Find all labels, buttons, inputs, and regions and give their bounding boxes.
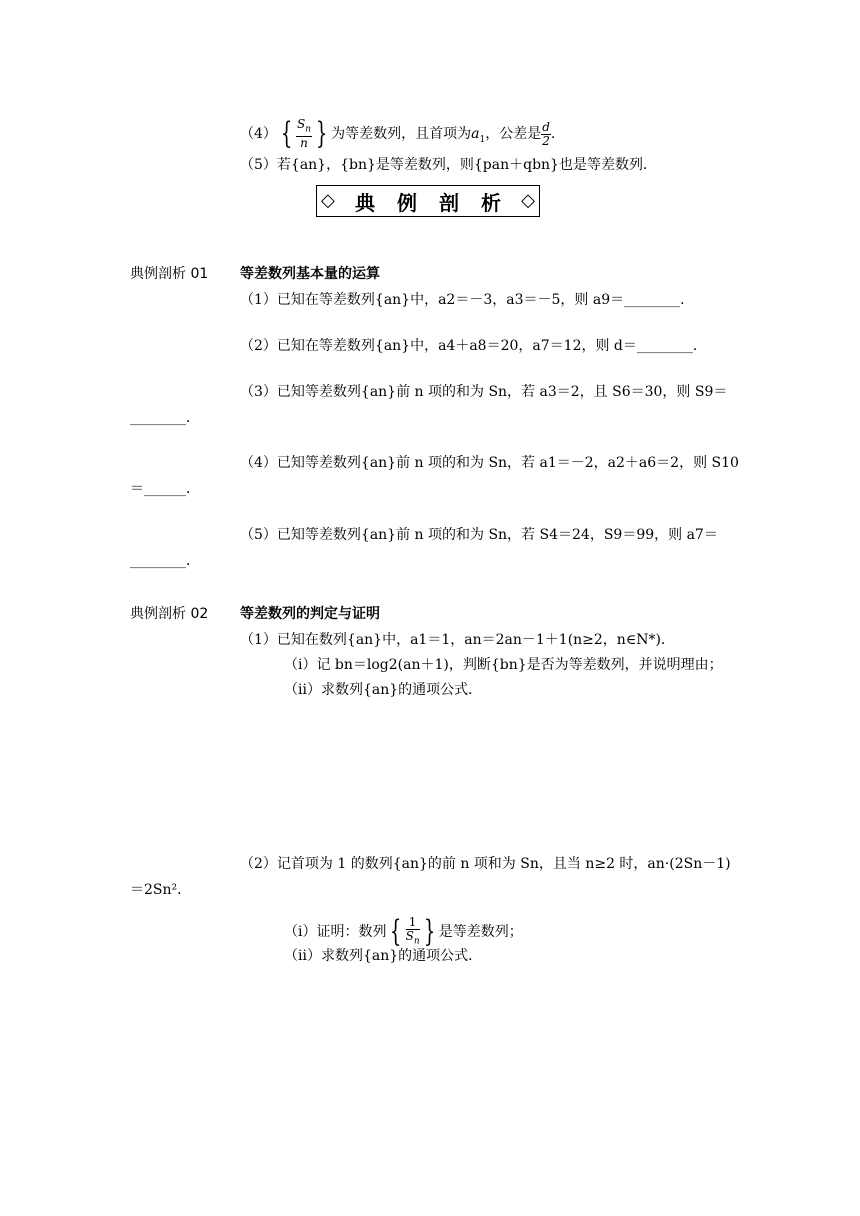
s1-question-4: （4）已知等差数列{an}前 n 项的和为 Sn，若 a1＝－2，a2＋a6＝2，则 S10 — [240, 455, 739, 471]
s1-question-3: （3）已知等差数列{an}前 n 项的和为 Sn，若 a3＝2，且 S6＝30，则 S9＝ — [240, 384, 728, 400]
s2-question-2-cont: ＝2Sn²． — [130, 882, 192, 898]
diamond-left-icon: ◇ — [321, 190, 335, 211]
diamond-right-icon: ◇ — [521, 190, 535, 211]
s2-question-2: （2）记首项为 1 的数列{an}的前 n 项和为 Sn，且当 n≥2 时，an·(2Sn－1) — [240, 856, 731, 872]
section-2-label: 典例剖析 02 — [130, 606, 209, 622]
property-4-number: （4） — [240, 126, 277, 143]
property-4-text: 为等差数列，且首项为 — [331, 126, 472, 143]
property-4: （4） { $\frac{S_n}{n}$ } 为等差数列，且首项为$a_1$，公差是 $\frac{d}{2}$ . — [240, 116, 556, 152]
section-1-title: 等差数列基本量的运算 — [240, 266, 380, 282]
s1-question-4-cont: ＝______． — [130, 481, 200, 497]
section-1-label: 典例剖析 01 — [130, 266, 209, 282]
sn-over-n-fraction: { $\frac{S_n}{n}$ } — [280, 116, 328, 152]
s1-question-5-cont: ________． — [130, 553, 200, 569]
property-5: （5）若{an}，{bn}是等差数列，则{pan＋qbn}也是等差数列． — [240, 157, 657, 173]
banner-title: 典例剖析 — [355, 190, 523, 215]
section-2-title: 等差数列的判定与证明 — [240, 606, 380, 622]
s2-question-1-part-i: （ⅰ）记 bn＝log2(an＋1)，判断{bn}是否为等差数列，并说明理由； — [284, 657, 723, 673]
one-over-sn-fraction: { $\frac{1}{S_n}$ } — [390, 914, 435, 950]
s2-question-2-part-ii: （ⅱ）求数列{an}的通项公式． — [284, 948, 483, 964]
d-over-2-fraction: $\frac{d}{2}$ — [542, 119, 550, 148]
s1-question-1: （1）已知在等差数列{an}中，a2＝－3，a3＝－5，则 a9＝________． — [240, 292, 695, 308]
s1-question-3-cont: ________． — [130, 410, 200, 426]
section-banner — [316, 185, 540, 217]
s2-question-2-part-i: （ⅰ）证明：数列 { $\frac{1}{S_n}$ } 是等差数列； — [284, 914, 523, 950]
s1-question-2: （2）已知在等差数列{an}中，a4＋a8＝20，a7＝12，则 d＝________． — [240, 338, 707, 354]
s1-question-5: （5）已知等差数列{an}前 n 项的和为 Sn，若 S4＝24，S9＝99，则 a7＝ — [240, 527, 718, 543]
s2-question-1-part-ii: （ⅱ）求数列{an}的通项公式． — [284, 682, 483, 698]
s2-question-1: （1）已知在数列{an}中，a1＝1，an＝2an－1＋1(n≥2，n∈N*)． — [240, 632, 675, 648]
